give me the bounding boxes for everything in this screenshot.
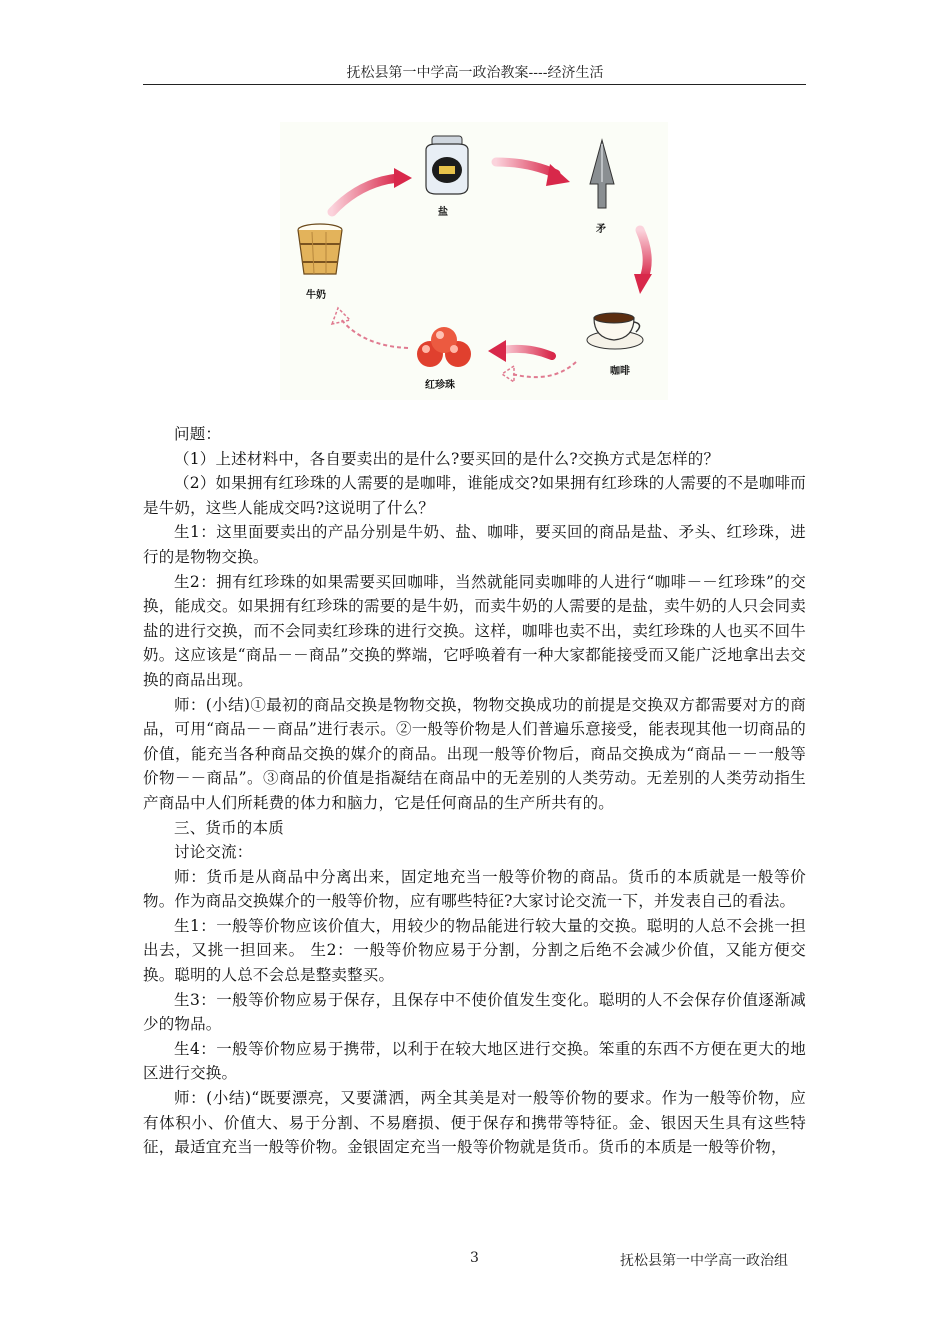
label-pearl: 红珍珠 bbox=[425, 380, 455, 391]
paragraph: 师：(小结)①最初的商品交换是物物交换，物物交换成功的前提是交换双方都需要对方的商品，可用“商品－－商品”进行表示。②一般等价物是人们普遍乐意接受，能表现其他一切商品的价值，能充当各种商品交换的媒介的商品。出现一般等价物后，商品交换成为“商品－－一般等价物－－商品”。③商品的价值是指凝结在商品中的无差别的人类劳动。无差别的人类劳动指生产商品中人们所耗费的体力和脑力，它是任何商品的生产所共有的。 bbox=[143, 695, 806, 812]
paragraph: 生3：一般等价物应易于保存，且保存中不使价值发生变化。聪明的人不会保存价值逐渐减少的物品。 bbox=[143, 990, 806, 1034]
label-coffee: 咖啡 bbox=[610, 366, 630, 377]
paragraph: 生4：一般等价物应易于携带，以利于在较大地区进行交换。笨重的东西不方便在更大的地区进行交换。 bbox=[143, 1039, 806, 1083]
dashed-arrow-pearls-to-milk bbox=[332, 308, 408, 348]
paragraph: 生2：拥有红珍珠的如果需要买回咖啡，当然就能同卖咖啡的人进行“咖啡－－红珍珠”的交换，能成交。如果拥有红珍珠的需要的是牛奶，而卖牛奶的人需要的是盐，卖牛奶的人只会同卖盐的进行交换，而不会同卖红珍珠的进行交换。这样，咖啡也卖不出，卖红珍珠的人也买不回牛奶。这应该是“商品－－商品”交换的弊端，它呼唤着有一种大家都能接受而又能广泛地拿出去交换的商品出现。 bbox=[143, 572, 806, 689]
footer-organization: 抚松县第一中学高一政治组 bbox=[620, 1253, 788, 1269]
label-salt: 盐 bbox=[438, 207, 448, 218]
paragraph: 讨论交流： bbox=[174, 843, 253, 862]
page-header-title: 抚松县第一中学高一政治教案----经济生活 bbox=[346, 65, 604, 81]
section-heading: 三、货币的本质 bbox=[174, 818, 284, 837]
spear-icon bbox=[590, 140, 614, 208]
header-divider bbox=[143, 84, 806, 85]
milk-bucket-icon bbox=[298, 224, 342, 274]
label-milk: 牛奶 bbox=[306, 290, 326, 301]
paragraph: 生1：一般等价物应该价值大，用较少的物品能进行较大量的交换。聪明的人总不会挑一担出去，又挑一担回来。 生2：一般等价物应易于分割，分割之后绝不会减少价值，又能方便交换。聪明的人总不会总是整卖整买。 bbox=[143, 916, 806, 985]
paragraph: 师：货币是从商品中分离出来，固定地充当一般等价物的商品。货币的本质就是一般等价物。作为商品交换媒介的一般等价物，应有哪些特征?大家讨论交流一下，并发表自己的看法。 bbox=[143, 867, 806, 911]
arrow-spear-to-coffee bbox=[634, 230, 652, 294]
dashed-arrow-coffee-to-pearls bbox=[502, 362, 576, 382]
paragraph: （2）如果拥有红珍珠的人需要的是咖啡，谁能成交?如果拥有红珍珠的人需要的不是咖啡而是牛奶，这些人能成交吗?这说明了什么？ bbox=[143, 474, 806, 517]
arrow-salt-to-spear bbox=[496, 162, 570, 186]
barter-cycle-figure bbox=[280, 122, 668, 400]
salt-jar-icon bbox=[426, 136, 468, 194]
paragraph: 生1：这里面要卖出的产品分别是牛奶、盐、咖啡，要买回的商品是盐、矛头、红珍珠，进行的是物物交换。 bbox=[143, 523, 806, 566]
paragraph: 问题： bbox=[174, 425, 222, 443]
lesson-body bbox=[143, 422, 806, 1160]
label-spear: 矛 bbox=[596, 224, 606, 235]
paragraph: 师：(小结)“既要漂亮，又要潇洒，两全其美是对一般等价物的要求。作为一般等价物，应有体积小、价值大、易于分割、不易磨损、便于保存和携带等特征。金、银因天生具有这些特征，最适宜充当一般等价物。金银固定充当一般等价物就是货币。货币的本质是一般等价物， bbox=[143, 1089, 806, 1157]
red-pearls-icon bbox=[417, 327, 471, 367]
arrow-milk-to-salt bbox=[332, 168, 412, 212]
coffee-cup-icon bbox=[587, 313, 643, 349]
page-number: 3 bbox=[470, 1250, 479, 1266]
paragraph: （1）上述材料中，各自要卖出的是什么?要买回的是什么?交换方式是怎样的？ bbox=[174, 449, 720, 468]
arrow-coffee-to-pearls bbox=[488, 340, 552, 362]
